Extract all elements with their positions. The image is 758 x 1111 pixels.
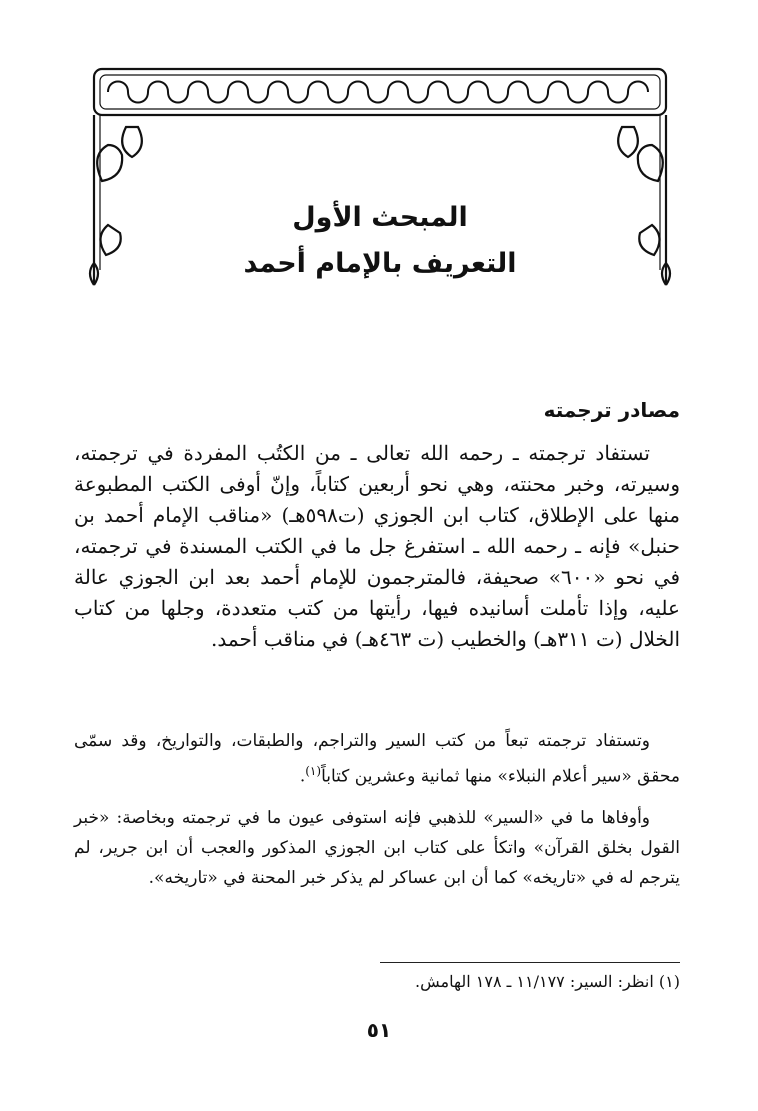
- body-paragraph-3: وأوفاها ما في «السير» للذهبي فإنه استوفى عيون ما في ترجمته وبخاصة: «خبر القول بخلق القرآن» واتكأ على كتاب ابن الجوزي المذكور والعجب أن ابن جرير، لم يترجم له في «تاريخه» كما أن ابن عساكر لم يذكر خبر المحنة في «تاريخه».: [74, 808, 680, 888]
- section-heading: مصادر ترجمته: [543, 398, 680, 422]
- footnote-reference: (١): [305, 764, 322, 778]
- footnote-divider: [380, 962, 680, 963]
- body-paragraph-2: [74, 726, 680, 792]
- footnote: (١) انظر: السير: ١١/١٧٧ ـ ١٧٨ الهامش.: [415, 972, 680, 991]
- paragraph-2-text: وتستفاد ترجمته تبعاً من كتب السير والتراجم، والطبقات، والتواريخ، وقد سمّى محقق «سير أعلام النبلاء» منها ثمانية وعشرين كتاباً: [74, 731, 680, 787]
- body-paragraph-1: تستفاد ترجمته ـ رحمه الله تعالى ـ من الكتُب المفردة في ترجمته، وسيرته، وخبر محنته، وهي نحو أربعين كتاباً، وإنّ أوفى الكتب المطبوعة منها على الإطلاق، كتاب ابن الجوزي (ت٥٩٨هـ) «مناقب الإمام أحمد بن حنبل» فإنه ـ رحمه الله ـ استفرغ جل ما في الكتب المسندة في ترجمته، في نحو «٦٠٠» صحيفة، فالمترجمون للإمام أحمد بعد ابن الجوزي عالة عليه، وإذا تأملت أسانيده فيها، رأيتها من كتب متعددة، وجلها من كتاب الخلال (ت ٣١١هـ) والخطيب (ت ٤٦٣هـ) في مناقب أحمد.: [74, 441, 681, 651]
- paragraph-2-end: .: [299, 766, 306, 787]
- page-number: ٥١: [366, 1018, 392, 1042]
- chapter-subtitle: التعريف بالإمام أحمد: [243, 248, 517, 279]
- chapter-title: المبحث الأول: [292, 202, 468, 233]
